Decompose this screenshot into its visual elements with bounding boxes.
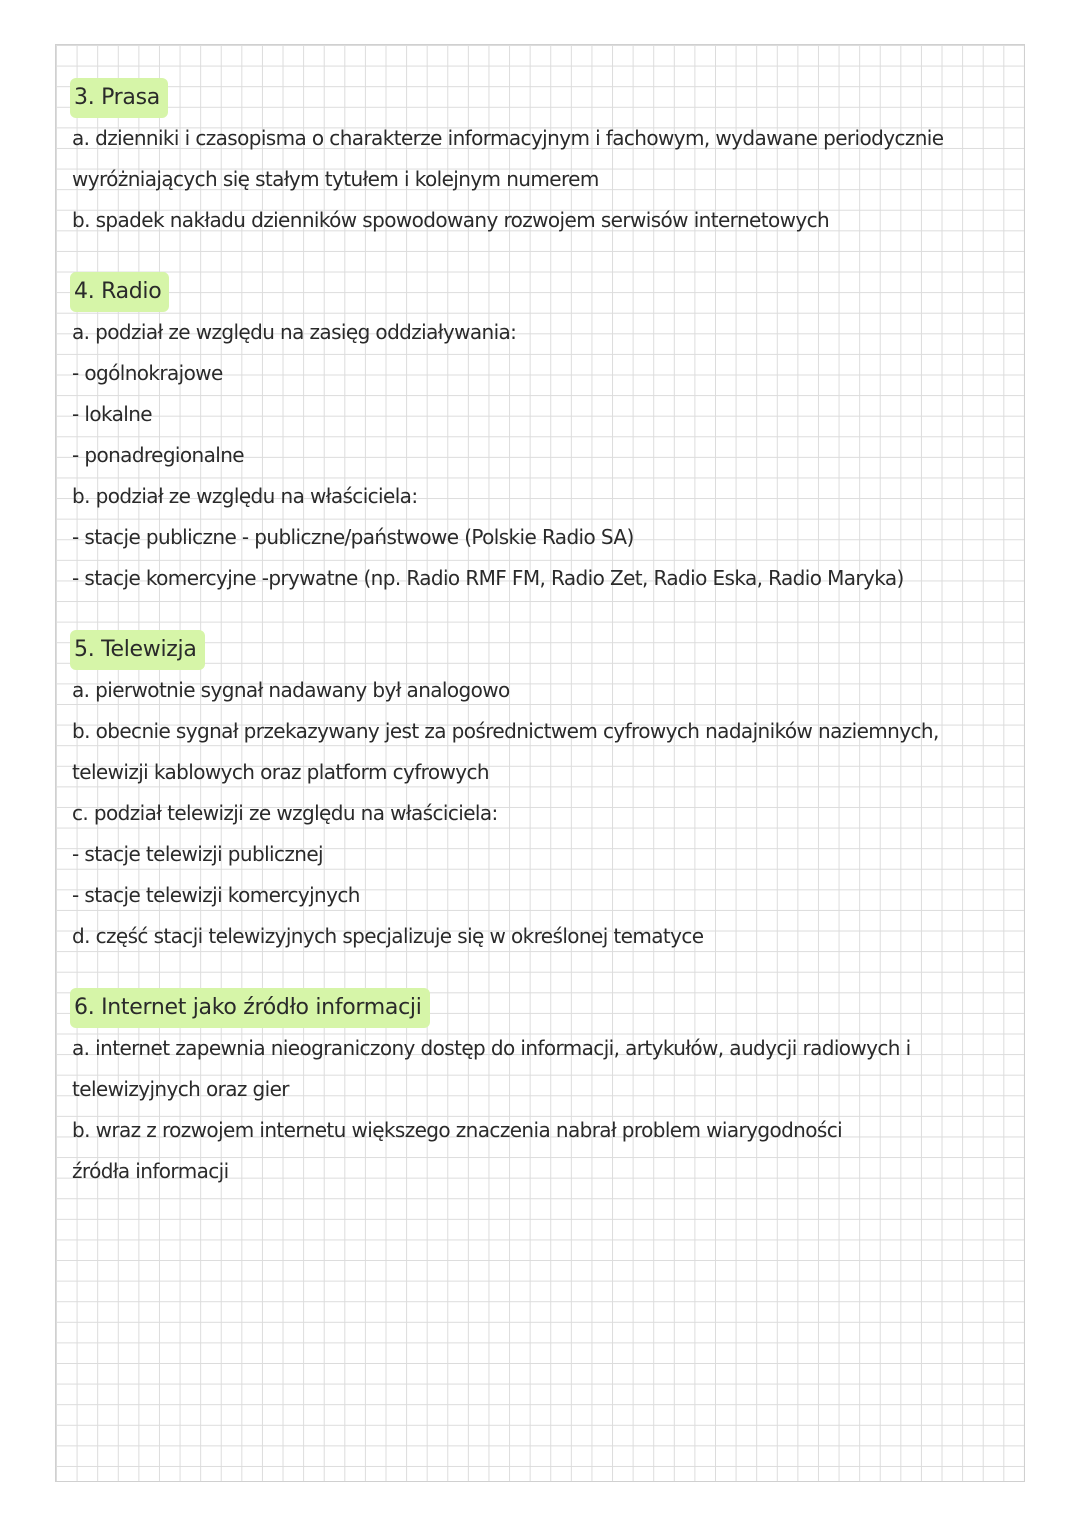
note-line: a. internet zapewnia nieograniczony dostęp do informacji, artykułów, audycji radiowych i	[72, 1036, 911, 1060]
note-line: - stacje telewizji komercyjnych	[72, 883, 360, 907]
note-line: źródła informacji	[72, 1159, 229, 1183]
section-prasa	[70, 78, 1000, 241]
note-line: b. spadek nakładu dzienników spowodowany rozwojem serwisów internetowych	[72, 208, 830, 232]
note-line: b. wraz z rozwojem internetu większego znaczenia nabrał problem wiarygodności	[72, 1118, 843, 1142]
section-internet	[70, 988, 1000, 1192]
note-line: - stacje publiczne - publiczne/państwowe (Polskie Radio SA)	[72, 525, 634, 549]
section-heading: 4. Radio	[70, 272, 169, 312]
note-line: b. podział ze względu na właściciela:	[72, 484, 418, 508]
note-line: - lokalne	[72, 402, 152, 426]
note-line: - stacje komercyjne -prywatne (np. Radio RMF FM, Radio Zet, Radio Eska, Radio Maryka)	[72, 566, 904, 590]
note-line: wyróżniających się stałym tytułem i kolejnym numerem	[72, 167, 599, 191]
note-line: telewizji kablowych oraz platform cyfrowych	[72, 760, 489, 784]
notes-content	[70, 78, 1000, 1223]
note-line: - stacje telewizji publicznej	[72, 842, 324, 866]
section-heading: 6. Internet jako źródło informacji	[70, 988, 430, 1028]
section-telewizja	[70, 630, 1000, 957]
note-line: d. część stacji telewizyjnych specjalizuje się w określonej tematyce	[72, 924, 704, 948]
section-heading: 5. Telewizja	[70, 630, 205, 670]
note-line: a. podział ze względu na zasięg oddziaływania:	[72, 320, 517, 344]
note-line: a. dzienniki i czasopisma o charakterze informacyjnym i fachowym, wydawane periodycznie	[72, 126, 944, 150]
note-line: a. pierwotnie sygnał nadawany był analogowo	[72, 678, 510, 702]
note-line: - ponadregionalne	[72, 443, 244, 467]
section-heading: 3. Prasa	[70, 78, 168, 118]
note-line: telewizyjnych oraz gier	[72, 1077, 289, 1101]
section-radio	[70, 272, 1000, 599]
note-line: - ogólnokrajowe	[72, 361, 223, 385]
note-line: b. obecnie sygnał przekazywany jest za pośrednictwem cyfrowych nadajników naziemnych,	[72, 719, 939, 743]
note-line: c. podział telewizji ze względu na właściciela:	[72, 801, 498, 825]
